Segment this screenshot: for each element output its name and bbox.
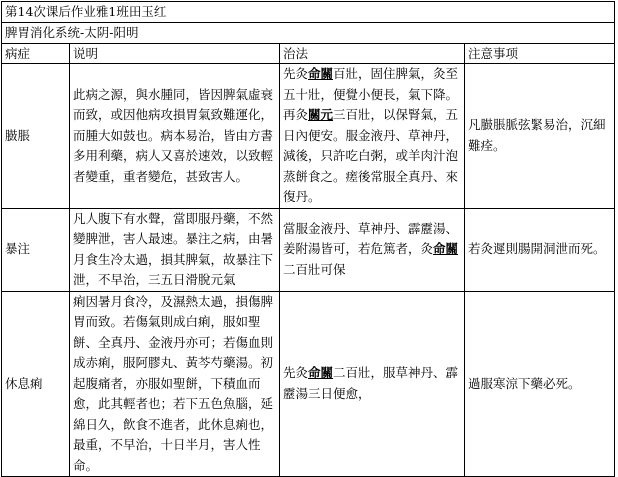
treatment-text: 先灸 <box>283 365 309 381</box>
treatment-cell <box>280 291 465 477</box>
treatment-text: 當服金液丹、草神丹、霹靂湯、姜附湯皆可，若危篤者，灸 <box>283 220 459 257</box>
acupoint-name: 命關 <box>433 241 459 257</box>
treatment-text: 二百壯可保 <box>283 261 346 277</box>
description-cell: 痢因暑月食冷，及濕熱太過，損傷脾胃而致。若傷氣則成白痢，服如聖餅、全真丹、金液丹亦可；若傷血則成赤痢，服阿膠丸、黃芩芍藥湯。初起腹痛者，亦服如聖餅，下積血而愈，此其輕者也；若下五色魚腦，延綿日久，飲食不進者，此休息痢也，最重，不早治，十日半月，害人性命。 <box>70 291 280 477</box>
column-header-treatment: 治法 <box>280 44 465 64</box>
notes-cell: 凡臌脹脈弦緊易治，沉細難痊。 <box>465 64 615 209</box>
table-header-row <box>2 44 615 64</box>
table-row <box>2 291 615 477</box>
treatment-table <box>1 1 615 477</box>
acupoint-name: 命關 <box>308 365 334 381</box>
disease-cell: 暴注 <box>2 208 70 291</box>
document-title: 第14次课后作业雅1班田玉红 <box>2 2 615 23</box>
treatment-text: 二百壯，服草神丹、霹靂湯三日便愈， <box>283 365 459 401</box>
treatment-text: 百壯，固住脾氣，灸至五十壯，便覺小便長，氣下降。再灸 <box>283 66 459 122</box>
section-subtitle: 脾胃消化系统-太阴-阳明 <box>2 23 615 44</box>
description-cell: 此病之源，與水腫同，皆因脾氣虛衰而致，或因他病攻損胃氣致難運化，而腫大如鼓也。病本易治，皆由方書多用利藥，病人又喜於速效，以致輕者變重，重者變危，甚致害人。 <box>70 64 280 209</box>
treatment-cell <box>280 64 465 209</box>
treatment-text: 先灸 <box>283 66 309 81</box>
table-row <box>2 64 615 209</box>
column-header-description: 说明 <box>70 44 280 64</box>
treatment-cell <box>280 208 465 291</box>
document-table-wrapper <box>1 1 615 477</box>
acupoint-name: 命關 <box>308 66 334 81</box>
treatment-text: 三百壯，以保腎氣，五日內便安。服金液丹、草神丹，減後，只許吃白粥，或羊肉汁泡蒸餅食之。瘥後常服全真丹、來復丹。 <box>283 107 459 204</box>
description-cell: 凡人腹下有水聲，當即服丹藥，不然變脾泄，害人最速。暴注之病，由暑月食生冷太過，損其脾氣，故暴注下泄，不早治，三五日滑脫元氣 <box>70 208 280 291</box>
disease-cell: 休息痢 <box>2 291 70 477</box>
acupoint-name: 關元 <box>308 107 334 122</box>
table-row <box>2 208 615 291</box>
column-header-disease: 病症 <box>2 44 70 64</box>
disease-cell: 臌脹 <box>2 64 70 209</box>
notes-cell: 過服寒涼下藥必死。 <box>465 291 615 477</box>
column-header-notes: 注意事项 <box>465 44 615 64</box>
notes-cell: 若灸遲則腸開洞泄而死。 <box>465 208 615 291</box>
